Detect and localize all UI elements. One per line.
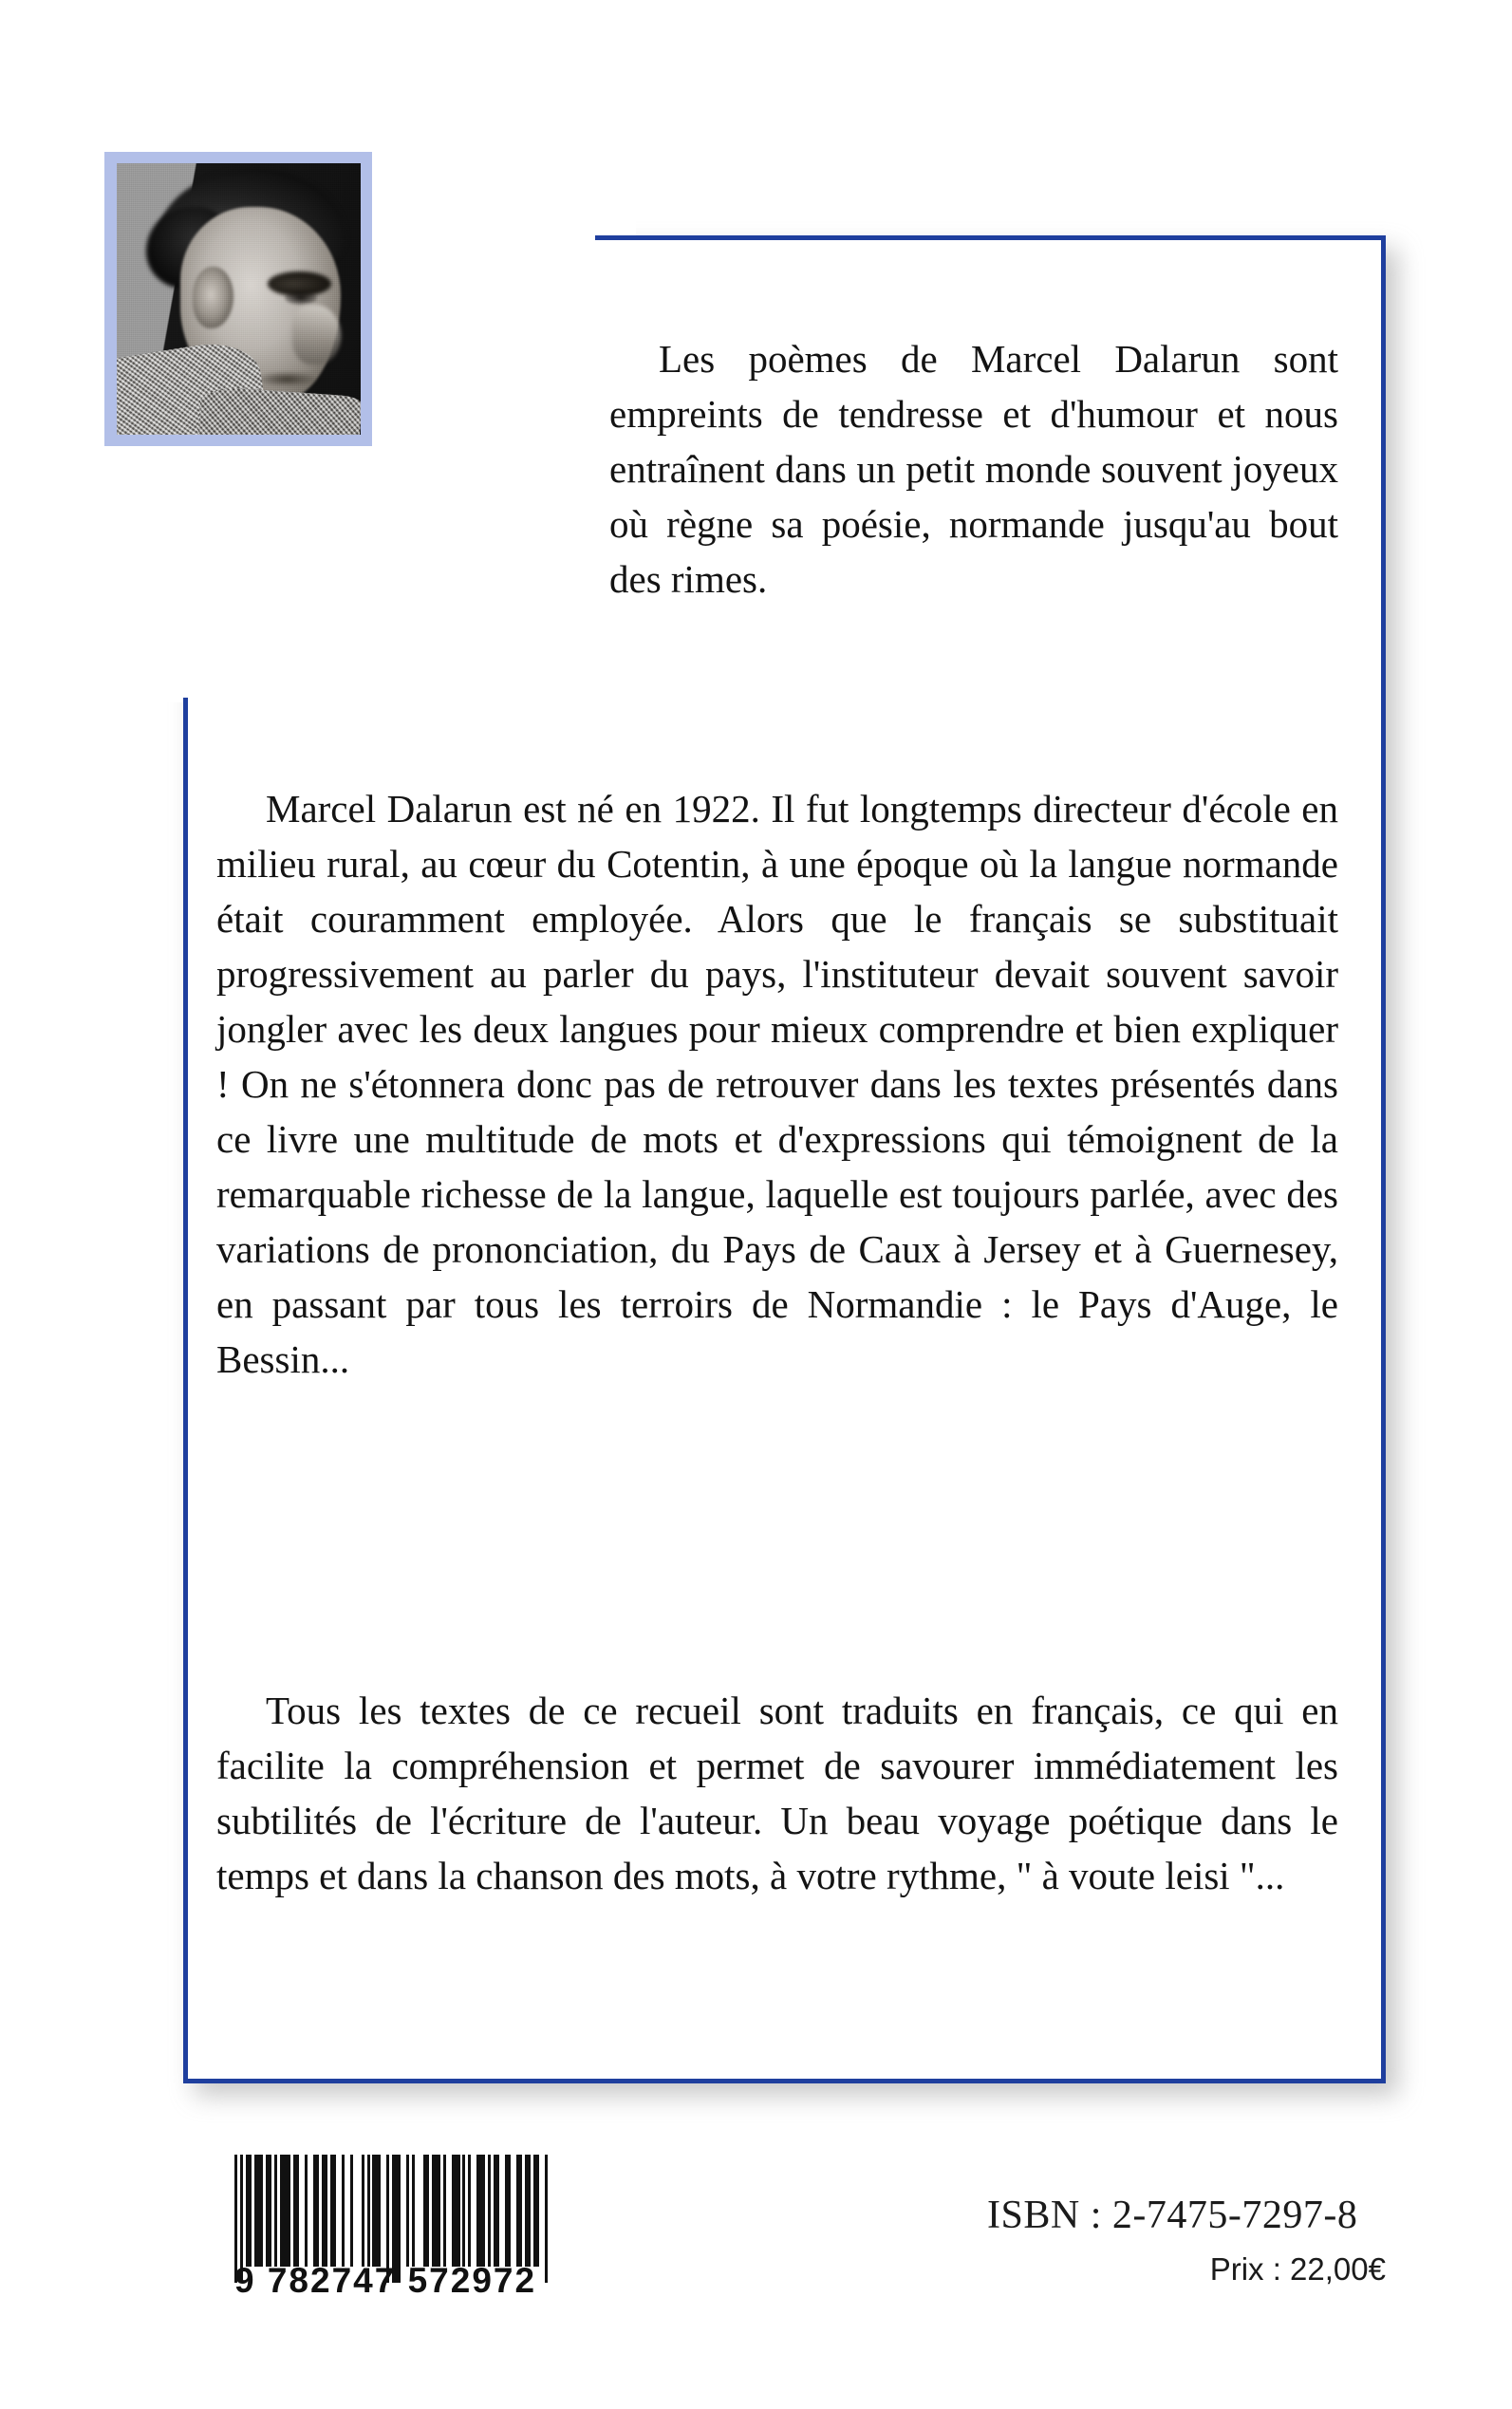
barcode-bar <box>432 2155 440 2267</box>
barcode-bar <box>254 2155 263 2267</box>
blurb-biography-text: Marcel Dalarun est né en 1922. Il fut longtemps directeur d'école en milieu rural, au cœur du Cotentin, à une époque où la langue normande était couramment employée. Alors que le français se substituait progressivement au parler du pays, l'instituteur devait souvent savoir jongler avec les deux langues pour mieux comprendre et bien expliquer ! On ne s'étonnera donc pas de retrouver dans les textes présentés dans ce livre une multitude de mots et d'expressions qui témoignent de la remarquable richesse de la langue, laquelle est toujours parlée, avec des variations de prononciation, du Pays de Caux à Jersey et à Guernesey, en passant par tous les terroirs de Normandie : le Pays d'Auge, le Bessin... <box>216 787 1338 1381</box>
price-label: Prix : 22,00€ <box>1209 2251 1386 2287</box>
barcode-bar <box>372 2155 381 2267</box>
blurb-translation-paragraph <box>216 1683 1338 1903</box>
barcode-bar <box>452 2155 460 2267</box>
isbn-label: ISBN : 2-7475-7297-8 <box>987 2194 1358 2237</box>
barcode-bar <box>415 2155 423 2267</box>
blurb-intro-paragraph <box>609 331 1338 607</box>
blurb-intro-text: Les poèmes de Marcel Dalarun sont empreints de tendresse et d'humour et nous entraînent dans un petit monde souvent joyeux où règne sa poésie, normande jusqu'au bout des rimes. <box>609 337 1338 601</box>
blurb-translation-text: Tous les textes de ce recueil sont traduits en français, ce qui en facilite la compréhension et permet de savourer immédiatement les subtilités de l'écriture de l'auteur. Un beau voyage poétique dans le temps et dans la chanson des mots, à votre rythme, " à voute leisi "... <box>216 1689 1338 1897</box>
barcode-bar <box>476 2155 485 2267</box>
barcode-bar <box>280 2155 291 2267</box>
blurb-biography-paragraph <box>216 781 1338 1387</box>
barcode-digits: 9 782747 572972 <box>234 2261 537 2300</box>
ean13-barcode <box>234 2155 548 2312</box>
barcode-bar <box>353 2155 362 2267</box>
